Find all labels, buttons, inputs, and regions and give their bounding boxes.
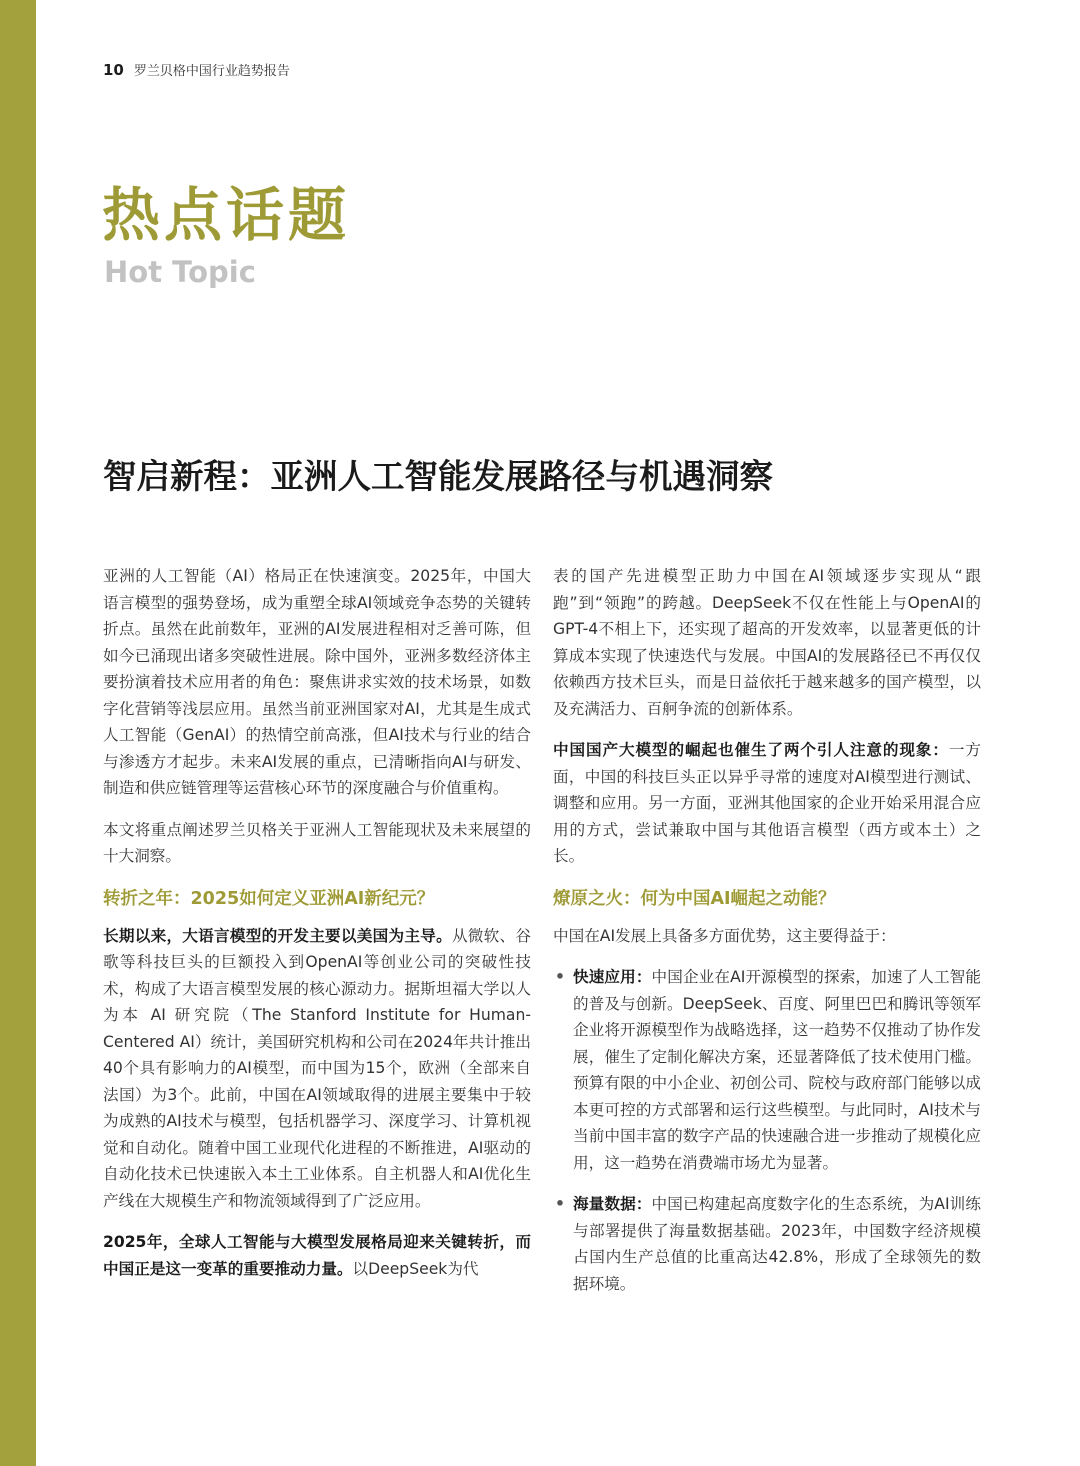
bullet-lead: 快速应用： [573,968,652,986]
left-column [103,563,531,1297]
side-accent-bar [0,0,36,1466]
right-column [553,563,981,1312]
paragraph [103,923,531,1215]
paragraph-body: 一方面，中国的科技巨头正以异乎寻常的速度对AI模型进行测试、调整和应用。另一方面，亚洲其他国家的企业开始采用混合应用的方式，尝试兼取中国与其他语言模型（西方或本土）之长。 [553,741,981,865]
paragraph [103,1229,531,1282]
bullet-list [553,964,981,1297]
paragraph-body: 从微软、谷歌等科技巨头的巨额投入到OpenAI等创业公司的突破性技术，构成了大语言模型发展的核心源动力。据斯坦福大学以人为本 AI 研究院（The Stanford Institute for Human-Centered AI）统计，美国研究机构和公司在2024年共计推出40个具有影响力的AI模型，而中国为15个，欧洲（全部来自法国）为3个。此前，中国在AI领域取得的进展主要集中于较为成熟的AI技术与模型，包括机器学习、深度学习、计算机视觉和自动化。随着中国工业现代化进程的不断推进，AI驱动的自动化技术已快速嵌入本土工业体系。自主机器人和AI优化生产线在大规模生产和物流领域得到了广泛应用。 [103,926,531,1210]
paragraph: 本文将重点阐述罗兰贝格关于亚洲人工智能现状及未来展望的十大洞察。 [103,820,531,865]
paragraph-lead: 中国国产大模型的崛起也催生了两个引人注意的现象： [553,741,949,759]
paragraph: 中国在AI发展上具备多方面优势，这主要得益于： [553,926,896,945]
paragraph-lead: 2025年，全球人工智能与大模型发展格局迎来关键转折，而中国正是这一变革的重要推动力量。 [103,1233,531,1278]
report-name: 罗兰贝格中国行业趋势报告 [133,64,290,79]
bullet-body: 中国企业在AI开源模型的探索，加速了人工智能的普及与创新。DeepSeek、百度、阿里巴巴和腾讯等领军企业将开源模型作为战略选择，这一趋势不仅推动了协作发展，催生了定制化解决方案，还显著降低了技术使用门槛。预算有限的中小企业、初创公司、院校与政府部门能够以成本更可控的方式部署和运行这些模型。与此同时，AI技术与当前中国丰富的数字产品的快速融合进一步推动了规模化应用，这一趋势在消费端市场尤为显著。 [573,968,981,1172]
subheading: 转折之年：2025如何定义亚洲AI新纪元？ [103,888,435,909]
paragraph: 表的国产先进模型正助力中国在AI领域逐步实现从“跟跑”到“领跑”的跨越。DeepSeek不仅在性能上与OpenAI的GPT-4不相上下，还实现了超高的开发效率，以显著更低的计算成本实现了快速迭代与发展。中国AI的发展路径已不再仅仅依赖西方技术巨头，而是日益依托于越来越多的国产模型，以及充满活力、百舸争流的创新体系。 [553,567,981,718]
page-number: 10 [103,61,124,79]
article-title: 智启新程：亚洲人工智能发展路径与机遇洞察 [103,457,773,496]
running-header [103,60,290,79]
section-title-cn: 热点话题 [102,181,351,249]
list-item [553,964,981,1176]
section-title-en: Hot Topic [104,255,256,289]
bullet-body: 中国已构建起高度数字化的生态系统，为AI训练与部署提供了海量数据基础。2023年，中国数字经济规模占国内生产总值的比重高达42.8%，形成了全球领先的数据环境。 [573,1195,981,1293]
list-item [553,1191,981,1297]
paragraph [553,737,981,870]
subheading: 燎原之火：何为中国AI崛起之动能？ [553,888,836,909]
paragraph-body: 以DeepSeek为代 [352,1259,479,1278]
paragraph: 亚洲的人工智能（AI）格局正在快速演变。2025年，中国大语言模型的强势登场，成为重塑全球AI领域竞争态势的关键转折点。虽然在此前数年，亚洲的AI发展进程相对乏善可陈，但如今已涌现出诸多突破性进展。除中国外，亚洲多数经济体主要扮演着技术应用者的角色：聚焦讲求实效的技术场景，如数字化营销等浅层应用。虽然当前亚洲国家对AI，尤其是生成式人工智能（GenAI）的热情空前高涨，但AI技术与行业的结合与渗透方才起步。未来AI发展的重点，已清晰指向AI与研发、制造和供应链管理等运营核心环节的深度融合与价值重构。 [103,567,531,797]
bullet-marker: • [555,1195,565,1213]
bullet-lead: 海量数据： [573,1195,652,1213]
paragraph-lead: 长期以来，大语言模型的开发主要以美国为主导。 [103,926,452,945]
bullet-marker: • [555,968,565,986]
